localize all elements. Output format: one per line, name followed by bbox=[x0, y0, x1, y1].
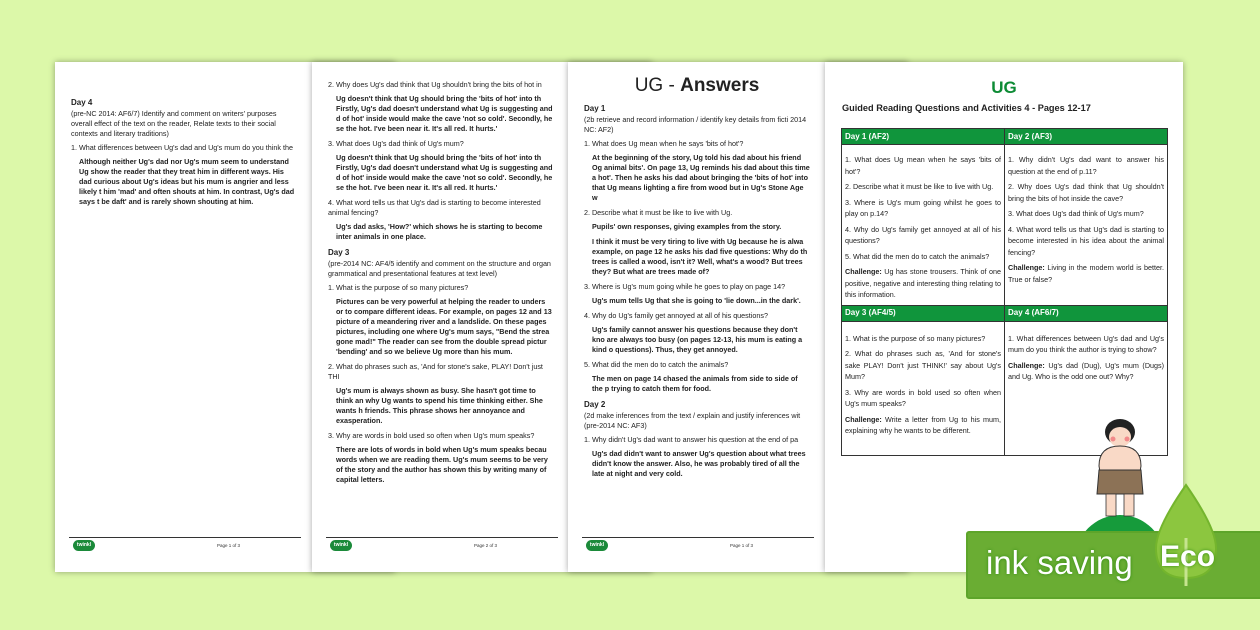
challenge bbox=[1008, 360, 1164, 383]
answers-title bbox=[584, 74, 810, 98]
question-text: 1. What is the purpose of so many pictures? bbox=[328, 283, 469, 292]
answer-text: I think it must be very tiring to live with Ug because he is alwa example, on page 12 he asks his dad five questions: Why do th trees is called a wood, isn't it? Well, what's a wood? But trees they? But what are trees made of? bbox=[592, 237, 808, 276]
worksheet-subtitle: Guided Reading Questions and Activities 4 - Pages 12-17 bbox=[842, 103, 1091, 113]
challenge-text: Living in the modern world is better. True or false? bbox=[1008, 263, 1164, 284]
footer-divider bbox=[582, 537, 814, 538]
challenge-label: Challenge: bbox=[845, 414, 882, 424]
question-item: 3. Where is Ug's mum going whilst he goes to play on p.14? bbox=[845, 197, 1001, 218]
question-text: 4. What word tells us that Ug's dad is starting to become interested animal fencing? bbox=[328, 198, 541, 217]
answer-text: Pictures can be very powerful at helping the reader to unders or to compare different ideas. For example, on pages 12 and 13 picture of a meandering river and a landslide. On these pages pictures, including one where Ug's mum says, "Bend the strea gone mad!" The reader can see from the double spread pictur 'bending' and so we believe Ug more than his mum. bbox=[336, 297, 552, 356]
challenge-text: Ug's dad (Dug), Ug's mum (Dugs) and Ug. Who is the odd one out? Why? bbox=[1008, 360, 1164, 381]
question-text: 3. Where is Ug's mum going while he goes to play on page 14? bbox=[584, 282, 786, 291]
question-text: 1. What does Ug mean when he says 'bits of hot'? bbox=[584, 139, 744, 148]
answer-text: Ug doesn't think that Ug should bring the 'bits of hot' into th Firstly, Ug's dad doesn't understand what Ug is suggesting and d of hot' inside would make the cave 'not so cold'. Secondly, he se the hot. I've been near it. It's all red. It hurts.' bbox=[336, 94, 553, 133]
question-text: 1. Why didn't Ug's dad want to answer his question at the end of pa bbox=[584, 435, 799, 444]
question-text: 3. Why are words in bold used so often when Ug's mum speaks? bbox=[328, 431, 535, 440]
objective-note: (2d make inferences from the text / explain and justify inferences wit (pre-2014 NC: AF3) bbox=[584, 411, 801, 430]
question-text: 5. What did the men do to catch the animals? bbox=[584, 360, 729, 369]
objective-note: (pre-2014 NC: AF4/5 identify and comment on the structure and organ grammatical and presentational features at text level) bbox=[328, 259, 551, 278]
question-text: 2. Describe what it must be like to live with Ug. bbox=[584, 208, 733, 217]
answer-text: Ug's dad didn't want to answer Ug's question about what trees didn't know the answer. Also, he was probably tired of all the late at night and very cold. bbox=[592, 449, 806, 478]
page-number: Page 2 of 3 bbox=[474, 543, 498, 548]
twinkl-logo: twinkl bbox=[330, 540, 352, 551]
question-item: 5. What did the men do to catch the animals? bbox=[845, 251, 990, 261]
challenge bbox=[845, 266, 1001, 301]
page-number: Page 1 of 3 bbox=[217, 543, 241, 548]
day-header: Day 2 (AF3) bbox=[1005, 129, 1168, 145]
twinkl-logo: twinkl bbox=[73, 540, 95, 551]
answer-text: Ug's mum is always shown as busy. She hasn't got time to think an why Ug wants to spend his time thinking either. She wants h friends. This phrase shows her annoyance and exasperation. bbox=[336, 386, 543, 425]
objective-note: (pre-NC 2014: AF6/7) Identify and comment on writers' purposes overall effect of the text on the reader, Relate texts to their social contexts and literary traditions) bbox=[71, 109, 277, 138]
answer-text: There are lots of words in bold when Ug's mum speaks becau words when we are reading them. Ug's mum seems to be very of the story and the author has shown this by writing many of capital letters. bbox=[336, 445, 548, 484]
day-cell bbox=[842, 145, 1005, 306]
page-content bbox=[328, 80, 554, 490]
page-content bbox=[584, 74, 810, 484]
challenge-text: Write a letter from Ug to his mum, explaining why he wants to be different. bbox=[845, 414, 1001, 435]
day-heading: Day 2 bbox=[584, 400, 606, 409]
question-text: 3. What does Ug's dad think of Ug's mum? bbox=[328, 139, 464, 148]
answer-text: Ug doesn't think that Ug should bring the 'bits of hot' into th Firstly, Ug's dad doesn't understand what Ug is suggesting and d of hot' inside would make the cave 'not so cold'. Secondly, he se the hot. I've been near it. It's all red. It hurts.' bbox=[336, 153, 553, 192]
challenge-text: Ug has stone trousers. Think of one positive, negative and interesting thing relating to this information. bbox=[845, 267, 1001, 299]
question-item: 3. What does Ug's dad think of Ug's mum? bbox=[1008, 209, 1144, 218]
question-text: 1. What differences between Ug's dad and Ug's mum do you think the bbox=[71, 143, 293, 152]
question-item: 1. What does Ug mean when he says 'bits of hot'? bbox=[845, 155, 1001, 176]
page-content bbox=[71, 92, 297, 212]
ug-character-illustration bbox=[1085, 418, 1155, 523]
day-cell bbox=[842, 321, 1005, 455]
day-heading: Day 3 bbox=[328, 248, 350, 257]
footer-divider bbox=[69, 537, 301, 538]
answer-text: Ug's family cannot answer his questions because they don't kno are always too busy (on pages 12-13, his mum is eating a kind o questions). Thus, they get annoyed. bbox=[592, 325, 803, 354]
answer-text: Although neither Ug's dad nor Ug's mum seem to understand Ug show the reader that they treat him in different ways. His dad curious about Ug's ideas but his mum is angrier and less likely t him 'mad' and often shouts at him. In contrast, Ug's dad says t be daft' and is rarely shown shouting at him. bbox=[79, 157, 295, 206]
question-item: 2. Describe what it must be like to live with Ug. bbox=[845, 182, 994, 191]
day-header: Day 4 (AF6/7) bbox=[1005, 305, 1168, 321]
worksheet-title: UG bbox=[991, 78, 1017, 97]
question-text: 2. What do phrases such as, 'And for stone's sake, PLAY! Don't just THI bbox=[328, 362, 543, 381]
challenge bbox=[845, 414, 1001, 437]
footer-divider bbox=[326, 537, 558, 538]
day-cell bbox=[1005, 145, 1168, 306]
challenge-label: Challenge: bbox=[1008, 263, 1045, 272]
question-item: 1. What is the purpose of so many pictures? bbox=[845, 333, 986, 343]
challenge-label: Challenge: bbox=[1008, 360, 1045, 370]
day-header: Day 1 (AF2) bbox=[842, 129, 1005, 145]
question-text: 4. Why do Ug's family get annoyed at all of his questions? bbox=[584, 311, 768, 320]
page-number: Page 1 of 3 bbox=[730, 543, 754, 548]
answer-text: The men on page 14 chased the animals from side to side of the p trying to catch them for food. bbox=[592, 374, 798, 393]
day-header: Day 3 (AF4/5) bbox=[842, 305, 1005, 321]
eco-label: Eco bbox=[1160, 540, 1216, 573]
twinkl-logo: twinkl bbox=[586, 540, 608, 551]
challenge-label: Challenge: bbox=[845, 267, 882, 276]
title-bold: Answers bbox=[680, 75, 760, 96]
questions-table bbox=[841, 128, 1168, 456]
question-item: 1. Why didn't Ug's dad want to answer his question at the end of p.11? bbox=[1008, 155, 1164, 176]
answer-text: Pupils' own responses, giving examples from the story. bbox=[592, 222, 782, 231]
answer-text: Ug's dad asks, 'How?' which shows he is starting to become inter animals in one place. bbox=[336, 222, 543, 241]
answer-text: At the beginning of the story, Ug told his dad about his friend Og animal bits'. On page 13, Ug reminds his dad about this time a hot'. Then he asks his dad about bringing the 'bits of hot' into that Ug means lighting a fire from wood but in Ug's Stone Age w bbox=[592, 153, 810, 202]
question-item: 4. Why do Ug's family get annoyed at all of his questions? bbox=[845, 224, 1001, 245]
day-heading: Day 1 bbox=[584, 104, 606, 113]
question-text: 2. Why does Ug's dad think that Ug shouldn't bring the bits of hot in bbox=[328, 80, 542, 89]
title-plain: UG - bbox=[634, 75, 681, 96]
block-list bbox=[584, 104, 810, 479]
day-heading: Day 4 bbox=[71, 98, 93, 107]
question-item: 3. Why are words in bold used so often when Ug's mum speaks? bbox=[845, 387, 1001, 408]
question-item: 2. What do phrases such as, 'And for stone's sake PLAY! Don't just THINK!' say about Ug's Mum? bbox=[845, 349, 1001, 381]
objective-note: (2b retrieve and record information / identify key details from ficti 2014 NC: AF2) bbox=[584, 115, 807, 134]
ink-saving-label: ink saving bbox=[986, 544, 1133, 581]
answer-text: Ug's mum tells Ug that she is going to 'lie down...in the dark'. bbox=[592, 296, 801, 305]
question-item: 4. What word tells us that Ug's dad is starting to become interested in his idea about the animal fencing? bbox=[1008, 224, 1164, 257]
question-item: 2. Why does Ug's dad think that Ug shouldn't bring the bits of hot inside the cave? bbox=[1008, 182, 1164, 203]
challenge bbox=[1008, 262, 1164, 285]
question-item: 1. What differences between Ug's dad and Ug's mum do you think the author is trying to show? bbox=[1008, 333, 1164, 354]
